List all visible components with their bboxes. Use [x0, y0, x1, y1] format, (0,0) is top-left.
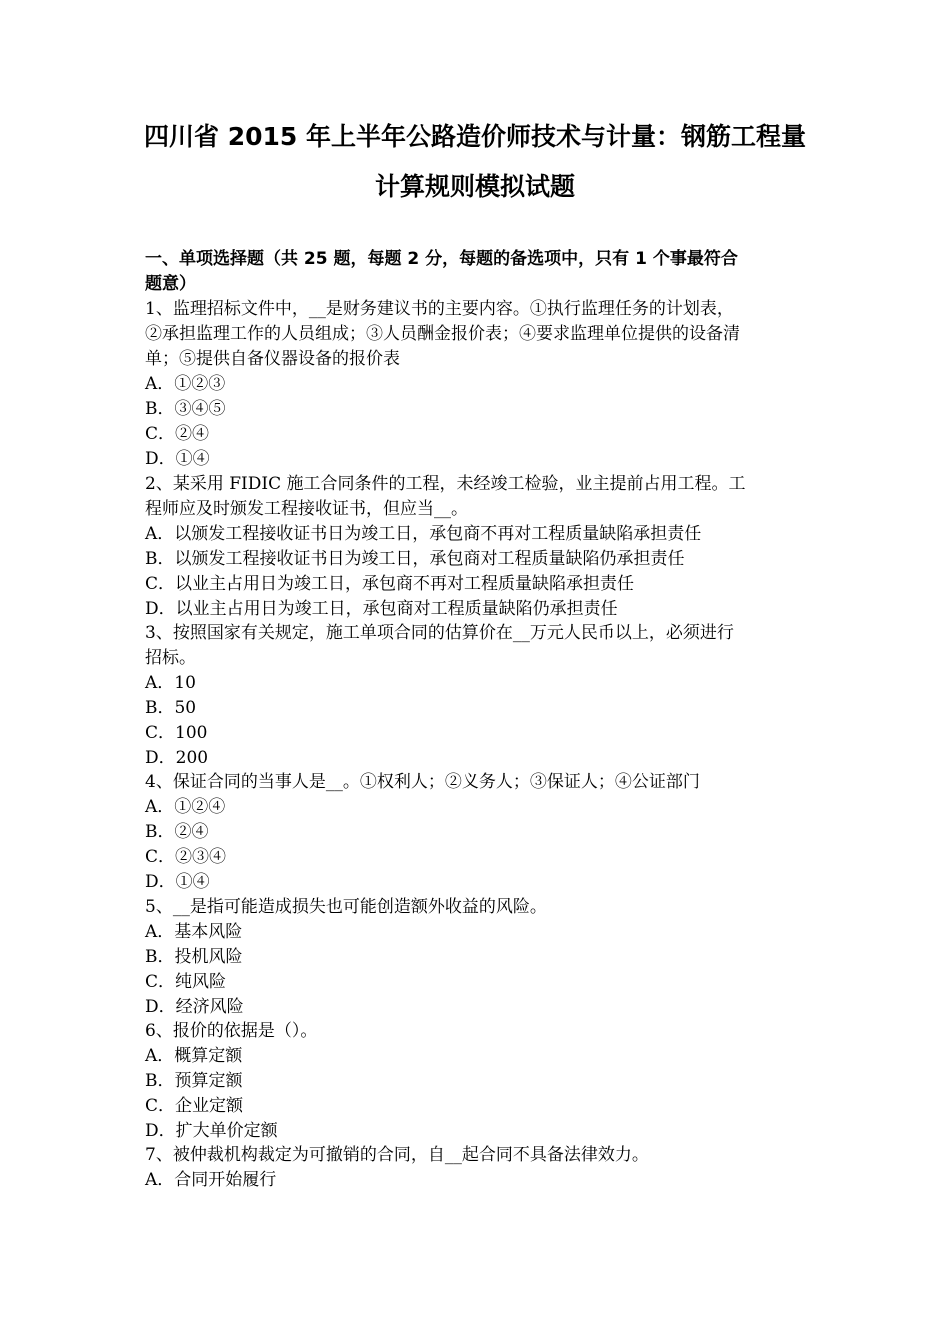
question-4-option-d: D．①④ [145, 872, 210, 892]
question-6-option-a: A．概算定额 [145, 1046, 243, 1066]
section-heading-line-2: 题意） [145, 274, 196, 294]
question-5-line-1: 5、__是指可能造成损失也可能创造额外收益的风险。 [145, 897, 547, 917]
question-6-line-1: 6、报价的依据是（）。 [145, 1021, 318, 1041]
question-7-line-1: 7、被仲裁机构裁定为可撤销的合同，自__起合同不具备法律效力。 [145, 1145, 649, 1165]
question-1-line-2: ②承担监理工作的人员组成；③人员酬金报价表；④要求监理单位提供的设备清 [145, 323, 740, 344]
question-3-stem [145, 621, 810, 671]
question-2-stem [145, 472, 810, 522]
question-3-option-b: B．50 [145, 698, 197, 718]
question-3-line-2: 招标。 [145, 647, 196, 668]
question-1-line-1: 1、监理招标文件中，__是财务建议书的主要内容。①执行监理任务的计划表， [145, 299, 734, 319]
question-4-option-b: B．②④ [145, 822, 209, 842]
question-4-option-a: A．①②④ [145, 797, 226, 817]
question-6-option-c: C．企业定额 [145, 1096, 244, 1116]
question-7-option-a: A．合同开始履行 [145, 1170, 277, 1190]
question-3-option-d: D．200 [145, 748, 209, 768]
question-6-option-d: D．扩大单价定额 [145, 1121, 278, 1141]
question-6-stem [145, 1019, 810, 1044]
question-5-option-c: C．纯风险 [145, 972, 227, 992]
question-2-option-b: B．以颁发工程接收证书日为竣工日，承包商对工程质量缺陷仍承担责任 [145, 549, 685, 569]
question-3-option-c: C．100 [145, 723, 208, 743]
question-2-option-a: A．以颁发工程接收证书日为竣工日，承包商不再对工程质量缺陷承担责任 [145, 524, 702, 544]
question-2-line-2: 程师应及时颁发工程接收证书，但应当__。 [145, 498, 468, 519]
question-3-line-1: 3、按照国家有关规定，施工单项合同的估算价在__万元人民币以上，必须进行 [145, 623, 734, 643]
question-5-option-d: D．经济风险 [145, 997, 244, 1017]
question-1-line-3: 单；⑤提供自备仪器设备的报价表 [145, 348, 400, 369]
question-1-option-a: A．①②③ [145, 374, 226, 394]
question-1-option-c: C．②④ [145, 424, 210, 444]
section-heading-line-1: 一、单项选择题（共 25 题，每题 2 分，每题的备选项中，只有 1 个事最符合 [145, 249, 738, 269]
question-2-line-1: 2、某采用 FIDIC 施工合同条件的工程，未经竣工检验，业主提前占用工程。工 [145, 474, 746, 494]
question-1-stem [145, 297, 810, 372]
question-6-option-b: B．预算定额 [145, 1071, 243, 1091]
question-5-option-b: B．投机风险 [145, 947, 243, 967]
question-7-stem [145, 1143, 810, 1168]
question-4-option-c: C．②③④ [145, 847, 227, 867]
question-5-option-a: A．基本风险 [145, 922, 243, 942]
question-3-option-a: A．10 [145, 673, 196, 693]
question-5-stem [145, 895, 810, 920]
document-title-line-2: 计算规则模拟试题 [374, 172, 575, 201]
question-1-option-d: D．①④ [145, 449, 210, 469]
question-2-option-c: C．以业主占用日为竣工日，承包商不再对工程质量缺陷承担责任 [145, 574, 635, 594]
question-1-option-b: B．③④⑤ [145, 399, 226, 419]
question-4-line-1: 4、保证合同的当事人是__。①权利人；②义务人；③保证人；④公证部门 [145, 772, 700, 792]
section-heading [145, 247, 807, 297]
question-4-stem [145, 770, 810, 795]
document-title-line-1: 四川省 2015 年上半年公路造价师技术与计量：钢筋工程量 [144, 122, 806, 151]
question-2-option-d: D．以业主占用日为竣工日，承包商对工程质量缺陷仍承担责任 [145, 599, 618, 619]
